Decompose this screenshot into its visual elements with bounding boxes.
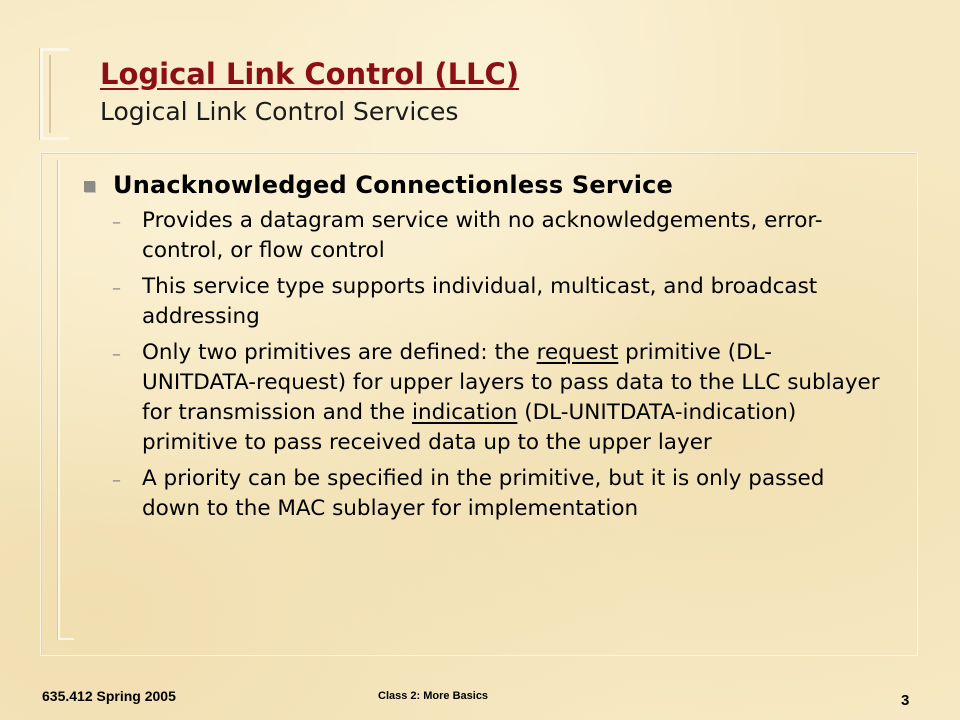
list-item — [112, 206, 904, 266]
footer-class-title: Class 2: More Basics — [378, 690, 489, 702]
text-segment: (DL-UNITDATA-indication) primitive to pass received data up to the upper layer — [142, 400, 797, 455]
title-bracket-decoration — [40, 48, 69, 140]
list-item-text — [142, 338, 882, 458]
list-item — [112, 338, 904, 458]
dash-bullet-icon: – — [112, 344, 121, 365]
square-bullet-icon — [84, 181, 95, 192]
slide-title: Logical Link Control (LLC) — [100, 57, 520, 91]
text-segment: Only two primitives are defined: the — [142, 340, 537, 365]
underlined-term-indication: indication — [411, 400, 518, 425]
dash-bullet-icon: – — [112, 278, 121, 299]
bullet-heading: Unacknowledged Connectionless Service — [113, 171, 674, 199]
list-item-text: This service type supports individual, multicast, and broadcast addressing — [142, 274, 818, 329]
sub-bullet-list — [112, 206, 904, 524]
page-number: 3 — [901, 692, 910, 709]
underlined-term-request: request — [536, 340, 619, 365]
list-item-text: A priority can be specified in the primitive, but it is only passed down to the MAC sublayer for implementation — [142, 466, 825, 521]
dash-bullet-icon: – — [112, 470, 121, 491]
main-bullet — [84, 168, 904, 202]
title-block — [100, 56, 519, 128]
footer-course: 635.412 Spring 2005 — [42, 688, 176, 704]
slide-body — [84, 168, 904, 530]
list-item-text: Provides a datagram service with no acknowledgements, error-control, or flow control — [142, 208, 823, 263]
list-item — [112, 464, 904, 524]
text-segment: primitive (DL-UNITDATA-request) for upper layers to pass data to the LLC sublayer for transmission and the — [142, 340, 880, 425]
slide-subtitle: Logical Link Control Services — [100, 97, 459, 126]
content-bracket-decoration — [58, 160, 74, 640]
dash-bullet-icon: – — [112, 212, 121, 233]
list-item — [112, 272, 904, 332]
